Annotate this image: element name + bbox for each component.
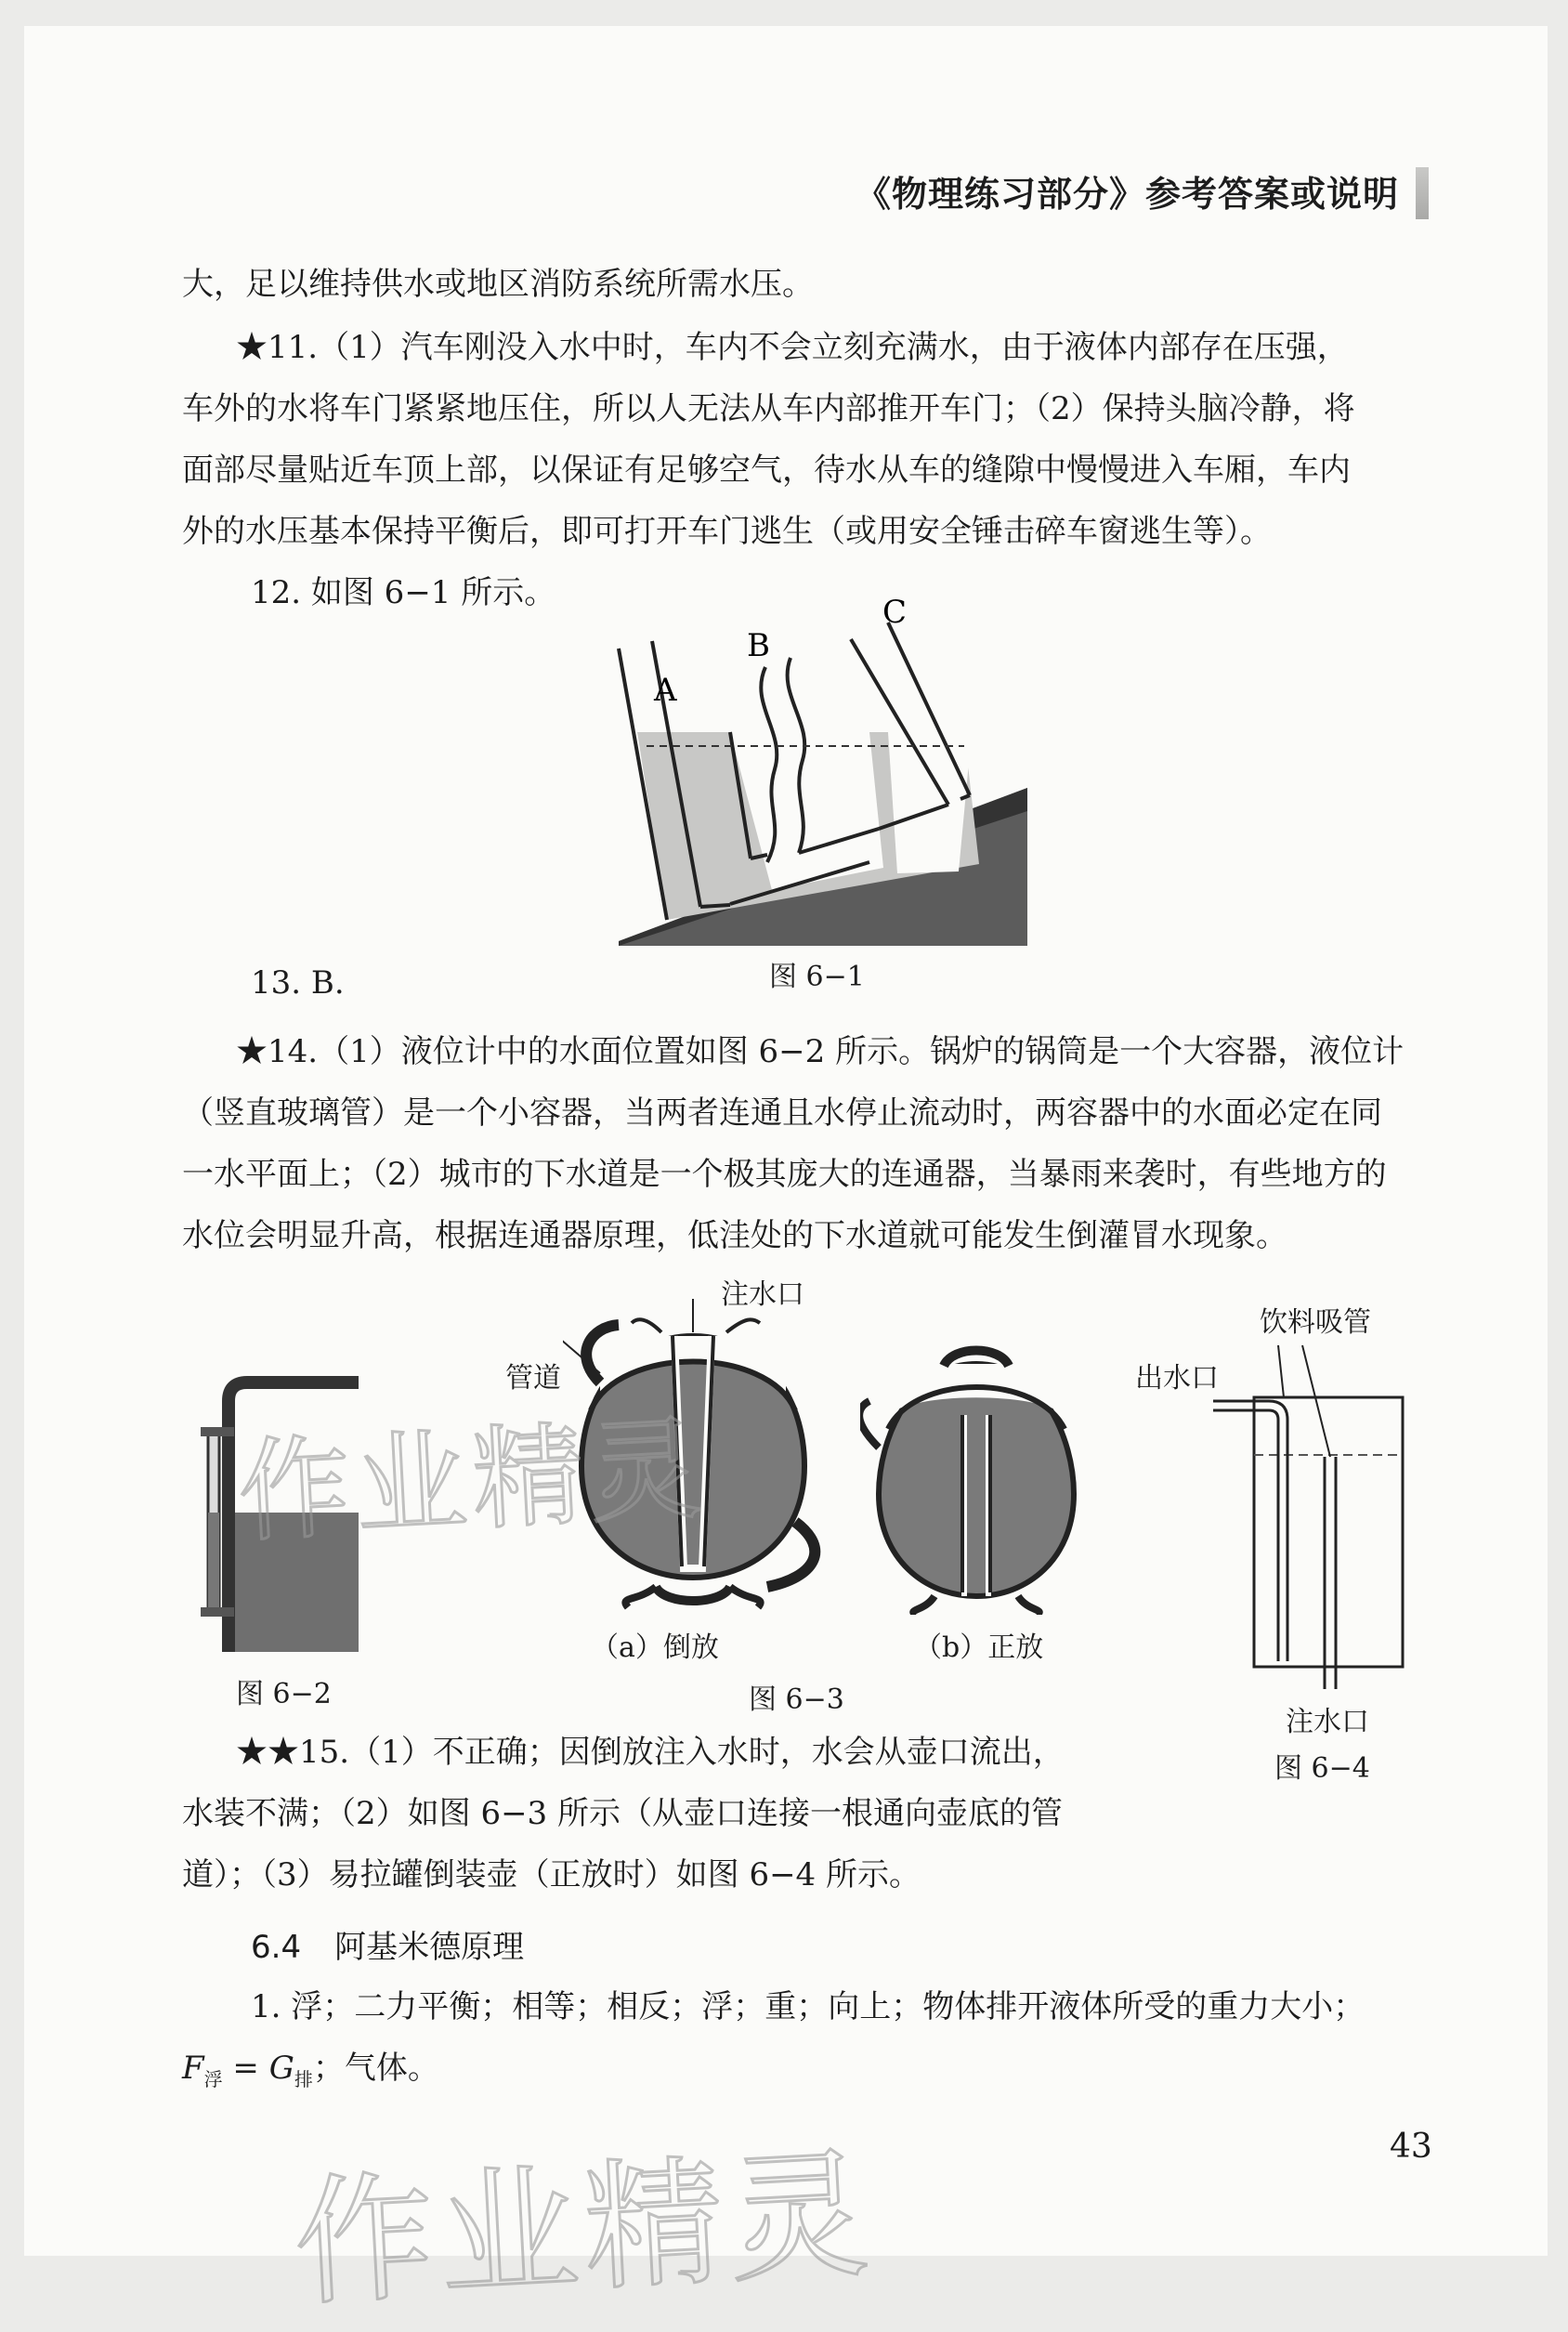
answer-1-line2-rest: ；气体。 <box>312 2050 439 2087</box>
running-header: 《物理练习部分》参考答案或说明 <box>855 173 1399 215</box>
formula-eq-g: = G <box>222 2050 294 2087</box>
figure-6-3b-upright-pot <box>860 1327 1092 1615</box>
answer-11-line1: ★11.（1）汽车刚没入水中时，车内不会立刻充满水，由于液体内部存在压强， <box>236 329 1349 366</box>
formula-g-sub: 排 <box>294 2067 313 2090</box>
answer-12: 12. 如图 6−1 所示。 <box>251 574 556 611</box>
figure-6-1-connected-vessels <box>600 583 1046 946</box>
answer-11-line3: 面部尽量贴近车顶上部，以保证有足够空气，待水从车的缝隙中慢慢进入车厢，车内 <box>182 452 1351 489</box>
fig63-label-pipe: 管道 <box>505 1362 561 1395</box>
header-tab-marker <box>1416 167 1429 219</box>
figure-6-4-caption: 图 6−4 <box>1274 1752 1370 1785</box>
answer-15-line3: 道）；（3）易拉罐倒装壶（正放时）如图 6−4 所示。 <box>182 1856 921 1893</box>
answer-13: 13. B. <box>251 964 345 1002</box>
figure-6-3-caption: 图 6−3 <box>749 1683 844 1716</box>
document-page <box>24 26 1548 2326</box>
answer-14-line1: ★14.（1）液位计中的水面位置如图 6−2 所示。锅炉的锅筒是一个大容器，液位计 <box>236 1033 1405 1070</box>
section-title: 阿基米德原理 <box>334 1929 525 1966</box>
section-heading <box>251 1921 524 1967</box>
answer-15-line1: ★★15.（1）不正确；因倒放注入水时，水会从壶口流出， <box>236 1734 1065 1771</box>
page-number: 43 <box>1390 2128 1432 2166</box>
formula-f: F <box>182 2050 204 2087</box>
formula-f-sub: 浮 <box>203 2067 223 2090</box>
figure-6-2-caption: 图 6−2 <box>236 1678 332 1710</box>
section-number: 6.4 <box>251 1929 302 1966</box>
answer-10-continued: 大，足以维持供水或地区消防系统所需水压。 <box>182 266 814 303</box>
fig63-label-inlet: 注水口 <box>721 1278 804 1311</box>
watermark-mid: 作业精灵 <box>235 1404 710 1559</box>
answer-14-line4: 水位会明显升高，根据连通器原理，低洼处的下水道就可能发生倒灌冒水现象。 <box>182 1217 1287 1254</box>
answer-14-line2: （竖直玻璃管）是一个小容器，当两者连通且水停止流动时，两容器中的水面必定在同 <box>182 1094 1382 1132</box>
answer-14-line3: 一水平面上；（2）城市的下水道是一个极其庞大的连通器，当暴雨来袭时，有些地方的 <box>182 1156 1387 1193</box>
answer-15-line2: 水装不满；（2）如图 6−3 所示（从壶口连接一根通向壶底的管 <box>182 1795 1063 1832</box>
fig63-sub-a: （a）倒放 <box>591 1631 719 1664</box>
fig64-label-outlet: 出水口 <box>1135 1362 1219 1395</box>
fig64-label-inlet: 注水口 <box>1286 1706 1369 1738</box>
answer-11-line4: 外的水压基本保持平衡后，即可打开车门逃生（或用安全锤击碎车窗逃生等）。 <box>182 513 1272 550</box>
answer-11-line2: 车外的水将车门紧紧地压住，所以人无法从车内部推开车门；（2）保持头脑冷静，将 <box>182 390 1355 427</box>
fig64-label-straw: 饮料吸管 <box>1260 1306 1371 1339</box>
fig61-label-a: A <box>654 672 677 709</box>
watermark-bottom: 作业精灵 <box>290 2133 878 2326</box>
fig61-label-b: B <box>747 627 770 664</box>
answer-1-line1: 1. 浮；二力平衡；相等；相反；浮；重；向上；物体排开液体所受的重力大小； <box>251 1988 1365 2025</box>
answer-1-line2 <box>182 2042 439 2091</box>
figure-6-1-caption: 图 6−1 <box>769 961 865 993</box>
fig63a-pipe-pointer <box>563 1317 600 1373</box>
fig63-sub-b: （b）正放 <box>914 1631 1044 1664</box>
fig61-label-c: C <box>882 594 908 631</box>
